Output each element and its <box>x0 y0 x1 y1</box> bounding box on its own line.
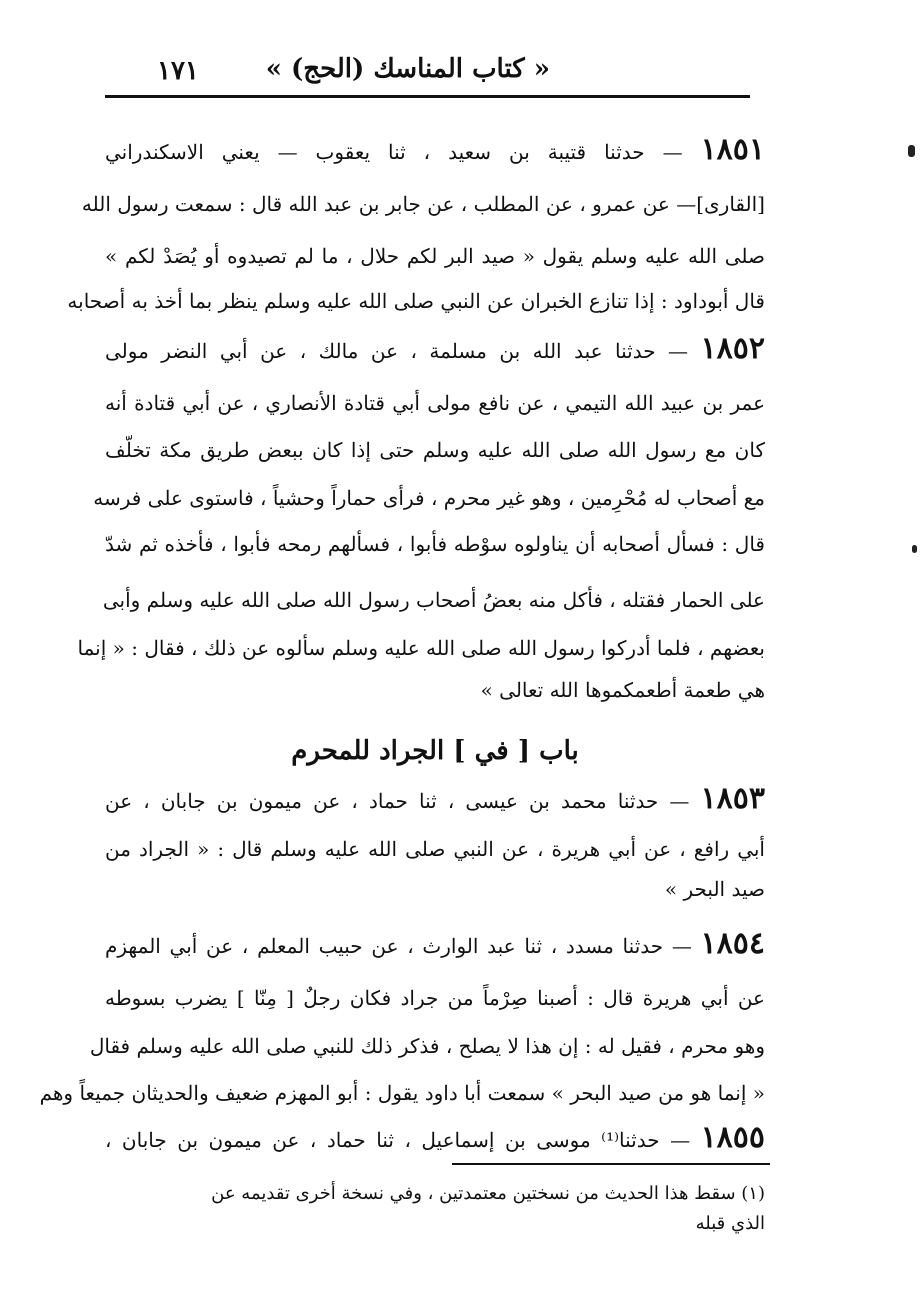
line-text: بعضهم ، فلما أدركوا رسول الله صلى الله عليه وسلم سألوه عن ذلك ، فقال : « إنما <box>77 636 765 660</box>
margin-mark <box>908 145 915 157</box>
margin-mark <box>912 545 917 553</box>
line-text: « إنما هو من صيد البحر » سمعت أبا داود يقول : أبو المهزم ضعيف والحديثان جميعاً وهم <box>39 1081 765 1105</box>
hadith-1854-line-1 <box>105 921 765 967</box>
hadith-number: ١٨٥٤ <box>700 926 765 961</box>
hadith-1851-line-1 <box>105 127 765 173</box>
text-line <box>93 475 765 521</box>
text-line <box>105 427 765 473</box>
line-text: وهو محرم ، فقيل له : إن هذا لا يصلح ، فذكر ذلك للنبي صلى الله عليه وسلم فقال <box>89 1034 765 1058</box>
line-text: عمر بن عبيد الله التيمي ، عن نافع مولى أبي قتادة الأنصاري ، عن أبي قتادة أنه <box>105 391 765 415</box>
line-text: على الحمار فقتله ، فأكل منه بعضُ أصحاب رسول الله صلى الله عليه وسلم وأبى <box>102 588 765 612</box>
line-text: هي طعمة أطعمكموها الله تعالى » <box>480 678 765 702</box>
hadith-number: ١٨٥١ <box>700 132 766 167</box>
text-line <box>77 625 765 671</box>
text-line <box>105 233 765 279</box>
section-heading: باب [ في ] الجراد للمحرم <box>291 736 579 766</box>
line-text: كان مع رسول الله صلى الله عليه وسلم حتى إذا كان ببعض طريق مكة تخلّف <box>105 438 765 462</box>
text-line <box>67 278 765 324</box>
text-line <box>39 1070 765 1116</box>
line-text: — حدثنا⁽¹⁾ موسى بن إسماعيل ، ثنا حماد ، عن ميمون بن جابان ، <box>105 1128 691 1152</box>
line-text: [القارى]— عن عمرو ، عن المطلب ، عن جابر بن عبد الله قال : سمعت رسول الله <box>81 192 765 216</box>
line-text: قال : فسأل أصحابه أن يناولوه سوْطه فأبوا ، فسألهم رمحه فأبوا ، فأخذه ثم شدّ <box>105 532 765 556</box>
line-text: — حدثنا محمد بن عيسى ، ثنا حماد ، عن ميمون بن جابان ، عن <box>105 789 690 813</box>
footnote-line: الذي قبله <box>695 1213 765 1234</box>
line-text: صيد البحر » <box>664 877 765 901</box>
header-rule <box>105 95 750 98</box>
text-line <box>102 577 765 623</box>
text-line <box>89 1023 765 1069</box>
text-line <box>105 866 765 912</box>
hadith-1855-line-1 <box>105 1115 765 1161</box>
line-text: — حدثنا قتيبة بن سعيد ، ثنا يعقوب — يعني الاسكندراني <box>105 140 683 164</box>
chapter-title: « كتاب المناسك (الحج) » <box>265 54 550 84</box>
footnote-rule <box>452 1163 770 1165</box>
hadith-1853-line-1 <box>105 776 765 822</box>
line-text: — حدثنا مسدد ، ثنا عبد الوارث ، عن حبيب المعلم ، عن أبي المهزم <box>105 934 692 958</box>
text-line <box>105 521 765 567</box>
text-line <box>81 181 765 227</box>
line-text: عن أبي هريرة قال : أصبنا صِرْماً من جراد فكان رجلٌ [ مِنّا ] يضرب بسوطه <box>105 986 765 1010</box>
line-text: أبي رافع ، عن أبي هريرة ، عن النبي صلى الله عليه وسلم قال : « الجراد من <box>105 837 765 861</box>
hadith-number: ١٨٥٥ <box>700 1120 766 1155</box>
hadith-number: ١٨٥٢ <box>700 331 765 366</box>
footnote-line: (١) سقط هذا الحديث من نسختين معتمدتين ، وفي نسخة أخرى تقديمه عن <box>211 1183 765 1204</box>
hadith-1852-line-1 <box>105 326 765 372</box>
line-text: صلى الله عليه وسلم يقول « صيد البر لكم حلال ، ما لم تصيدوه أو يُصَدْ لكم » <box>105 244 765 268</box>
page-number: ١٧١ <box>157 56 199 86</box>
line-text: — حدثنا عبد الله بن مسلمة ، عن مالك ، عن أبي النضر مولى <box>105 339 689 363</box>
text-line <box>105 667 765 713</box>
text-line <box>105 380 765 426</box>
running-header <box>105 52 750 96</box>
hadith-number: ١٨٥٣ <box>700 781 765 816</box>
line-text: قال أبوداود : إذا تنازع الخبران عن النبي صلى الله عليه وسلم ينظر بما أخذ به أصحابه <box>67 289 765 313</box>
text-line <box>105 975 765 1021</box>
line-text: مع أصحاب له مُحْرِمين ، وهو غير محرم ، فرأى حماراً وحشياً ، فاستوى على فرسه <box>93 486 765 510</box>
